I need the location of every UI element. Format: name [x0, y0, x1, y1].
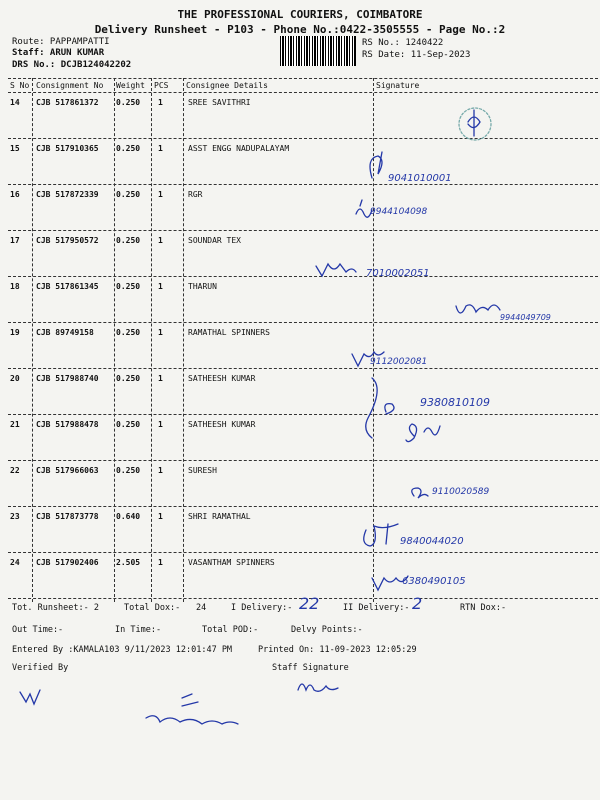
col-sno: S No: [10, 81, 30, 90]
row-weight: 0.250: [116, 328, 141, 337]
row-pcs: 1: [158, 236, 163, 245]
row-weight: 0.250: [116, 466, 141, 475]
handwritten-number: 9041010001: [388, 173, 452, 184]
row-consignee: SATHEESH KUMAR: [188, 420, 256, 429]
signature-mark: [406, 424, 440, 442]
row-weight: 0.250: [116, 374, 141, 383]
ii-delivery-value: 2: [412, 594, 423, 613]
row-weight: 0.250: [116, 420, 141, 429]
row-consignment: CJB 517872339: [36, 190, 99, 199]
row-consignee: RAMATHAL SPINNERS: [188, 328, 270, 337]
row-weight: 0.250: [116, 236, 141, 245]
row-weight: 0.250: [116, 190, 141, 199]
signature-mark: [364, 524, 398, 546]
row-sno: 19: [10, 328, 20, 337]
handwritten-number: 9112002081: [370, 357, 428, 367]
row-consignee: THARUN: [188, 282, 217, 291]
row-weight: 2.505: [116, 558, 141, 567]
col-pcs: PCS: [154, 81, 169, 90]
route-label: Route: PAPPAMPATTI: [12, 37, 110, 47]
row-consignment: CJB 89749158: [36, 328, 94, 337]
signature-mark: [412, 488, 428, 498]
delvy-points-label: Delvy Points:-: [291, 625, 363, 635]
printed-on: Printed On: 11-09-2023 12:05:29: [258, 645, 417, 655]
row-consignee: VASANTHAM SPINNERS: [188, 558, 275, 567]
row-pcs: 1: [158, 144, 163, 153]
handwritten-number: 9110020589: [432, 487, 490, 497]
row-consignment: CJB 517861372: [36, 98, 99, 107]
row-sno: 17: [10, 236, 20, 245]
in-time-label: In Time:-: [115, 625, 162, 635]
i-delivery-label: I Delivery:-: [231, 603, 293, 613]
row-consignee: SURESH: [188, 466, 217, 475]
handwritten-number: 9944049709: [500, 313, 551, 322]
row-consignment: CJB 517950572: [36, 236, 99, 245]
handwritten-number: 6380490105: [402, 576, 466, 587]
verified-signature: [20, 690, 40, 704]
signature-mark: [370, 152, 382, 178]
handwritten-number: 9380810109: [420, 396, 490, 409]
row-sno: 21: [10, 420, 20, 429]
row-consignment: CJB 517988478: [36, 420, 99, 429]
entered-by: Entered By :KAMALA103 9/11/2023 12:01:47 PM: [12, 645, 233, 655]
row-pcs: 1: [158, 558, 163, 567]
row-weight: 0.250: [116, 282, 141, 291]
handwritten-number: 7010002051: [366, 268, 430, 279]
row-weight: 0.250: [116, 144, 141, 153]
row-pcs: 1: [158, 466, 163, 475]
row-consignment: CJB 517910365: [36, 144, 99, 153]
signature-mark: [316, 264, 356, 276]
runsheet-title: Delivery Runsheet - P103 - Phone No.:0422-3505555 - Page No.:2: [94, 23, 506, 36]
signature-mark: [456, 305, 500, 313]
row-consignee: RGR: [188, 190, 203, 199]
handwritten-number: 9944104098: [370, 207, 428, 217]
col-weight: Weight: [116, 81, 145, 90]
row-pcs: 1: [158, 282, 163, 291]
row-sno: 20: [10, 374, 20, 383]
company-title: THE PROFESSIONAL COURIERS, COIMBATORE: [177, 8, 423, 21]
row-pcs: 1: [158, 512, 163, 521]
row-sno: 14: [10, 98, 20, 107]
ii-delivery-label: II Delivery:-: [343, 603, 410, 613]
row-sno: 22: [10, 466, 20, 475]
rtn-dox-label: RTN Dox:-: [460, 603, 507, 613]
verified-by-label: Verified By: [12, 663, 69, 673]
row-pcs: 1: [158, 190, 163, 199]
row-weight: 0.250: [116, 98, 141, 107]
row-pcs: 1: [158, 98, 163, 107]
row-sno: 24: [10, 558, 20, 567]
total-dox-value: 24: [196, 603, 207, 613]
col-consignment: Consignment No: [36, 81, 104, 90]
stamp-mark: [459, 108, 491, 140]
row-pcs: 1: [158, 420, 163, 429]
staff-signature-label: Staff Signature: [272, 663, 349, 673]
signature-mark: [366, 378, 377, 438]
total-runsheet: Tot. Runsheet:- 2: [12, 603, 99, 613]
staff-signature-mark: [298, 684, 338, 691]
row-consignee: ASST ENGG NADUPALAYAM: [188, 144, 290, 153]
drs-label: DRS No.: DCJB124042202: [12, 60, 132, 70]
row-pcs: 1: [158, 328, 163, 337]
total-dox-label: Total Dox:-: [124, 603, 181, 613]
row-pcs: 1: [158, 374, 163, 383]
row-sno: 15: [10, 144, 20, 153]
row-consignee: SOUNDAR TEX: [188, 236, 241, 245]
row-consignee: SREE SAVITHRI: [188, 98, 251, 107]
handwritten-number: 9840044020: [400, 536, 464, 547]
row-consignee: SHRI RAMATHAL: [188, 512, 251, 521]
rs-date-label: RS Date: 11-Sep-2023: [362, 50, 471, 60]
row-consignment: CJB 517873778: [36, 512, 99, 521]
row-weight: 0.640: [116, 512, 141, 521]
signature-mark: [385, 404, 394, 414]
row-consignment: CJB 517966063: [36, 466, 99, 475]
total-pod-label: Total POD:-: [202, 625, 259, 635]
row-sno: 18: [10, 282, 20, 291]
col-consignee: Consignee Details: [186, 81, 268, 90]
row-consignee: SATHEESH KUMAR: [188, 374, 256, 383]
rs-no-label: RS No.: 1240422: [362, 38, 444, 48]
row-consignment: CJB 517988740: [36, 374, 99, 383]
out-time-label: Out Time:-: [12, 625, 64, 635]
row-sno: 23: [10, 512, 20, 521]
row-consignment: CJB 517902406: [36, 558, 99, 567]
col-signature: Signature: [376, 81, 420, 90]
i-delivery-value: 22: [299, 594, 320, 613]
staff-label: Staff: ARUN KUMAR: [12, 48, 105, 58]
signature-mark: [468, 110, 480, 136]
row-consignment: CJB 517861345: [36, 282, 99, 291]
row-sno: 16: [10, 190, 20, 199]
verified-signature: [146, 694, 238, 724]
